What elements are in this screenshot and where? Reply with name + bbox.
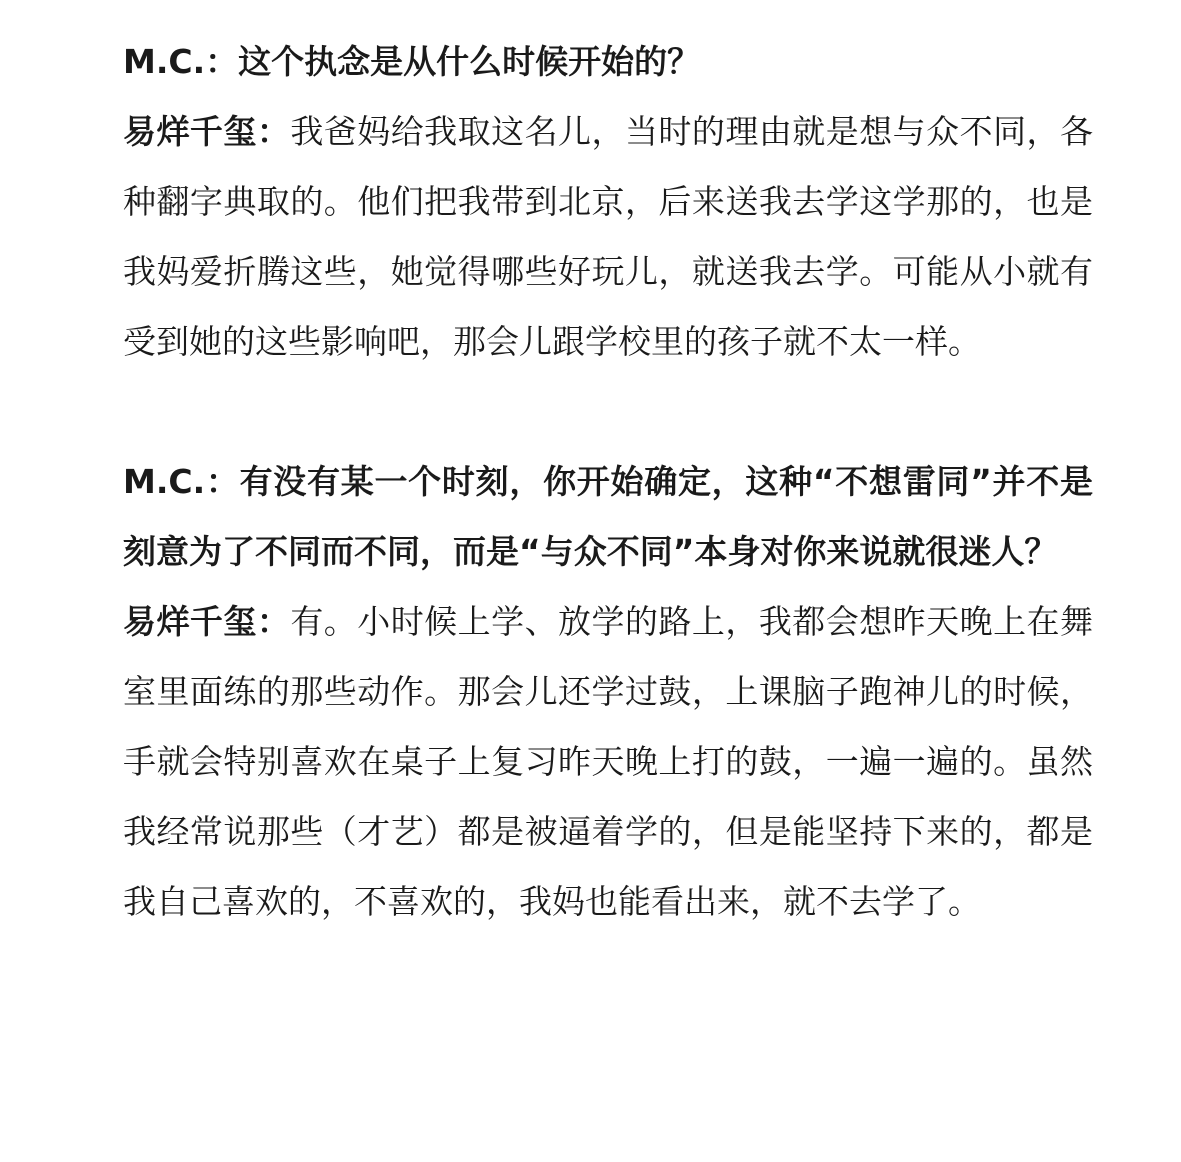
- answer-text: 我爸妈给我取这名儿，当时的理由就是想与众不同，各种翻字典取的。他们把我带到北京，后来送我去学这学那的，也是我妈爱折腾这些，她觉得哪些好玩儿，就送我去学。可能从小就有受到她的这些影响吧，那会儿跟学校里的孩子就不太一样。: [123, 112, 1094, 361]
- speaker-label: M.C.：: [123, 462, 240, 501]
- question-text: 这个执念是从什么时候开始的？: [238, 42, 701, 81]
- answer-paragraph-2: [123, 587, 1093, 937]
- question-paragraph-1: [123, 27, 1093, 97]
- question-text: 有没有某一个时刻，你开始确定，这种“不想雷同”并不是刻意为了不同而不同，而是“与众不同”本身对你来说就很迷人？: [123, 462, 1093, 571]
- speaker-label: M.C.：: [123, 42, 239, 81]
- paragraph-spacer: [123, 377, 1181, 447]
- question-paragraph-2: [123, 447, 1093, 587]
- answer-text: 有。小时候上学、放学的路上，我都会想昨天晚上在舞室里面练的那些动作。那会儿还学过鼓，上课脑子跑神儿的时候，手就会特别喜欢在桌子上复习昨天晚上打的鼓，一遍一遍的。虽然我经常说那些（才艺）都是被逼着学的，但是能坚持下来的，都是我自己喜欢的，不喜欢的，我妈也能看出来，就不去学了。: [123, 602, 1094, 921]
- speaker-label: 易烊千玺：: [123, 112, 291, 151]
- answer-paragraph-1: [123, 97, 1093, 377]
- speaker-label: 易烊千玺：: [123, 602, 291, 641]
